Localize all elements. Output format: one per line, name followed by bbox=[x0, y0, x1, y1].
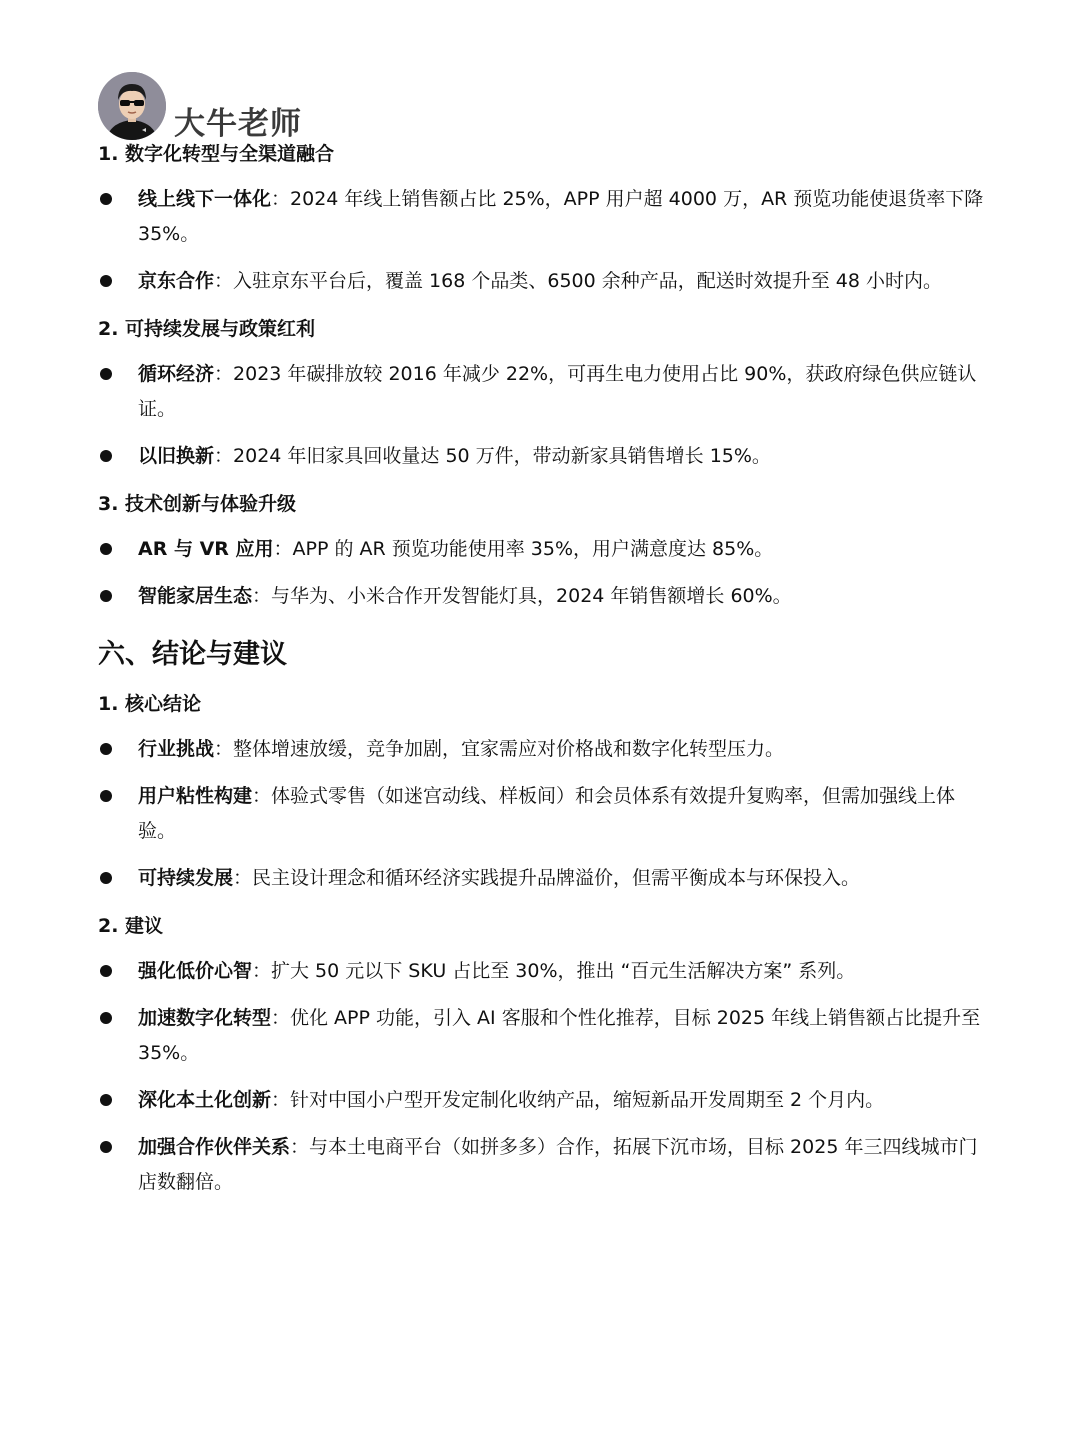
item-term: 用户粘性构建 bbox=[138, 785, 253, 807]
author-header bbox=[98, 68, 302, 143]
item-text: ：针对中国小户型开发定制化收纳产品，缩短新品开发周期至 2 个月内。 bbox=[271, 1089, 885, 1111]
item-term: 强化低价心智 bbox=[138, 960, 253, 982]
report-content bbox=[98, 136, 990, 1212]
bullet-icon bbox=[100, 275, 112, 287]
list-item bbox=[98, 732, 990, 767]
section-title-conclusion: 六、结论与建议 bbox=[98, 639, 287, 670]
author-name: 大牛老师 bbox=[174, 106, 302, 142]
item-text: ：2024 年旧家具回收量达 50 万件，带动新家具销售增长 15%。 bbox=[214, 445, 771, 467]
bullet-icon bbox=[100, 450, 112, 462]
subheading-tech: 3. 技术创新与体验升级 bbox=[98, 493, 297, 515]
list-item bbox=[98, 264, 990, 299]
bullet-icon bbox=[100, 965, 112, 977]
list-digital bbox=[98, 182, 990, 299]
list-item bbox=[98, 779, 990, 849]
item-term: 加速数字化转型 bbox=[138, 1007, 272, 1029]
list-item bbox=[98, 439, 990, 474]
avatar-sunglasses-icon bbox=[98, 72, 166, 140]
bullet-icon bbox=[100, 368, 112, 380]
list-item bbox=[98, 954, 990, 989]
item-term: 智能家居生态 bbox=[138, 585, 253, 607]
item-term: 可持续发展 bbox=[138, 867, 234, 889]
list-item bbox=[98, 357, 990, 427]
item-text: ：入驻京东平台后，覆盖 168 个品类、6500 余种产品，配送时效提升至 48 小时内。 bbox=[214, 270, 943, 292]
bullet-icon bbox=[100, 1094, 112, 1106]
item-text: ：2023 年碳排放较 2016 年减少 22%，可再生电力使用占比 90%，获政府绿色供应链认证。 bbox=[138, 363, 977, 420]
item-term: 京东合作 bbox=[138, 270, 215, 292]
list-item bbox=[98, 1083, 990, 1118]
item-text: ：体验式零售（如迷宫动线、样板间）和会员体系有效提升复购率，但需加强线上体验。 bbox=[138, 785, 956, 842]
bullet-icon bbox=[100, 872, 112, 884]
subheading-digital: 1. 数字化转型与全渠道融合 bbox=[98, 143, 335, 165]
item-term: 加强合作伙伴关系 bbox=[138, 1136, 291, 1158]
item-text: ：民主设计理念和循环经济实践提升品牌溢价，但需平衡成本与环保投入。 bbox=[233, 867, 861, 889]
subheading-advice: 2. 建议 bbox=[98, 915, 164, 937]
item-term: AR 与 VR 应用 bbox=[138, 538, 274, 560]
bullet-icon bbox=[100, 1141, 112, 1153]
item-text: ：与本土电商平台（如拼多多）合作，拓展下沉市场，目标 2025 年三四线城市门店数翻倍。 bbox=[138, 1136, 978, 1193]
item-term: 深化本土化创新 bbox=[138, 1089, 272, 1111]
list-item bbox=[98, 1130, 990, 1200]
item-text: ：2024 年线上销售额占比 25%，APP 用户超 4000 万，AR 预览功能使退货率下降 35%。 bbox=[138, 188, 984, 245]
list-sustain bbox=[98, 357, 990, 474]
bullet-icon bbox=[100, 590, 112, 602]
list-item bbox=[98, 532, 990, 567]
item-text: ：APP 的 AR 预览功能使用率 35%，用户满意度达 85%。 bbox=[273, 538, 774, 560]
avatar bbox=[98, 72, 166, 140]
item-term: 循环经济 bbox=[138, 363, 215, 385]
subheading-sustain: 2. 可持续发展与政策红利 bbox=[98, 318, 316, 340]
bullet-icon bbox=[100, 1012, 112, 1024]
item-text: ：优化 APP 功能，引入 AI 客服和个性化推荐，目标 2025 年线上销售额占比提升至 35%。 bbox=[138, 1007, 981, 1064]
item-text: ：整体增速放缓，竞争加剧，宜家需应对价格战和数字化转型压力。 bbox=[214, 738, 785, 760]
list-item bbox=[98, 861, 990, 896]
item-term: 行业挑战 bbox=[138, 738, 215, 760]
item-term: 线上线下一体化 bbox=[138, 188, 272, 210]
list-item bbox=[98, 1001, 990, 1071]
item-term: 以旧换新 bbox=[138, 445, 215, 467]
list-core bbox=[98, 732, 990, 896]
bullet-icon bbox=[100, 543, 112, 555]
bullet-icon bbox=[100, 790, 112, 802]
list-item bbox=[98, 182, 990, 252]
subheading-core: 1. 核心结论 bbox=[98, 693, 202, 715]
list-advice bbox=[98, 954, 990, 1200]
bullet-icon bbox=[100, 193, 112, 205]
list-item bbox=[98, 579, 990, 614]
item-text: ：扩大 50 元以下 SKU 占比至 30%，推出 “百元生活解决方案” 系列。 bbox=[252, 960, 856, 982]
list-tech bbox=[98, 532, 990, 614]
item-text: ：与华为、小米合作开发智能灯具，2024 年销售额增长 60%。 bbox=[252, 585, 792, 607]
bullet-icon bbox=[100, 743, 112, 755]
